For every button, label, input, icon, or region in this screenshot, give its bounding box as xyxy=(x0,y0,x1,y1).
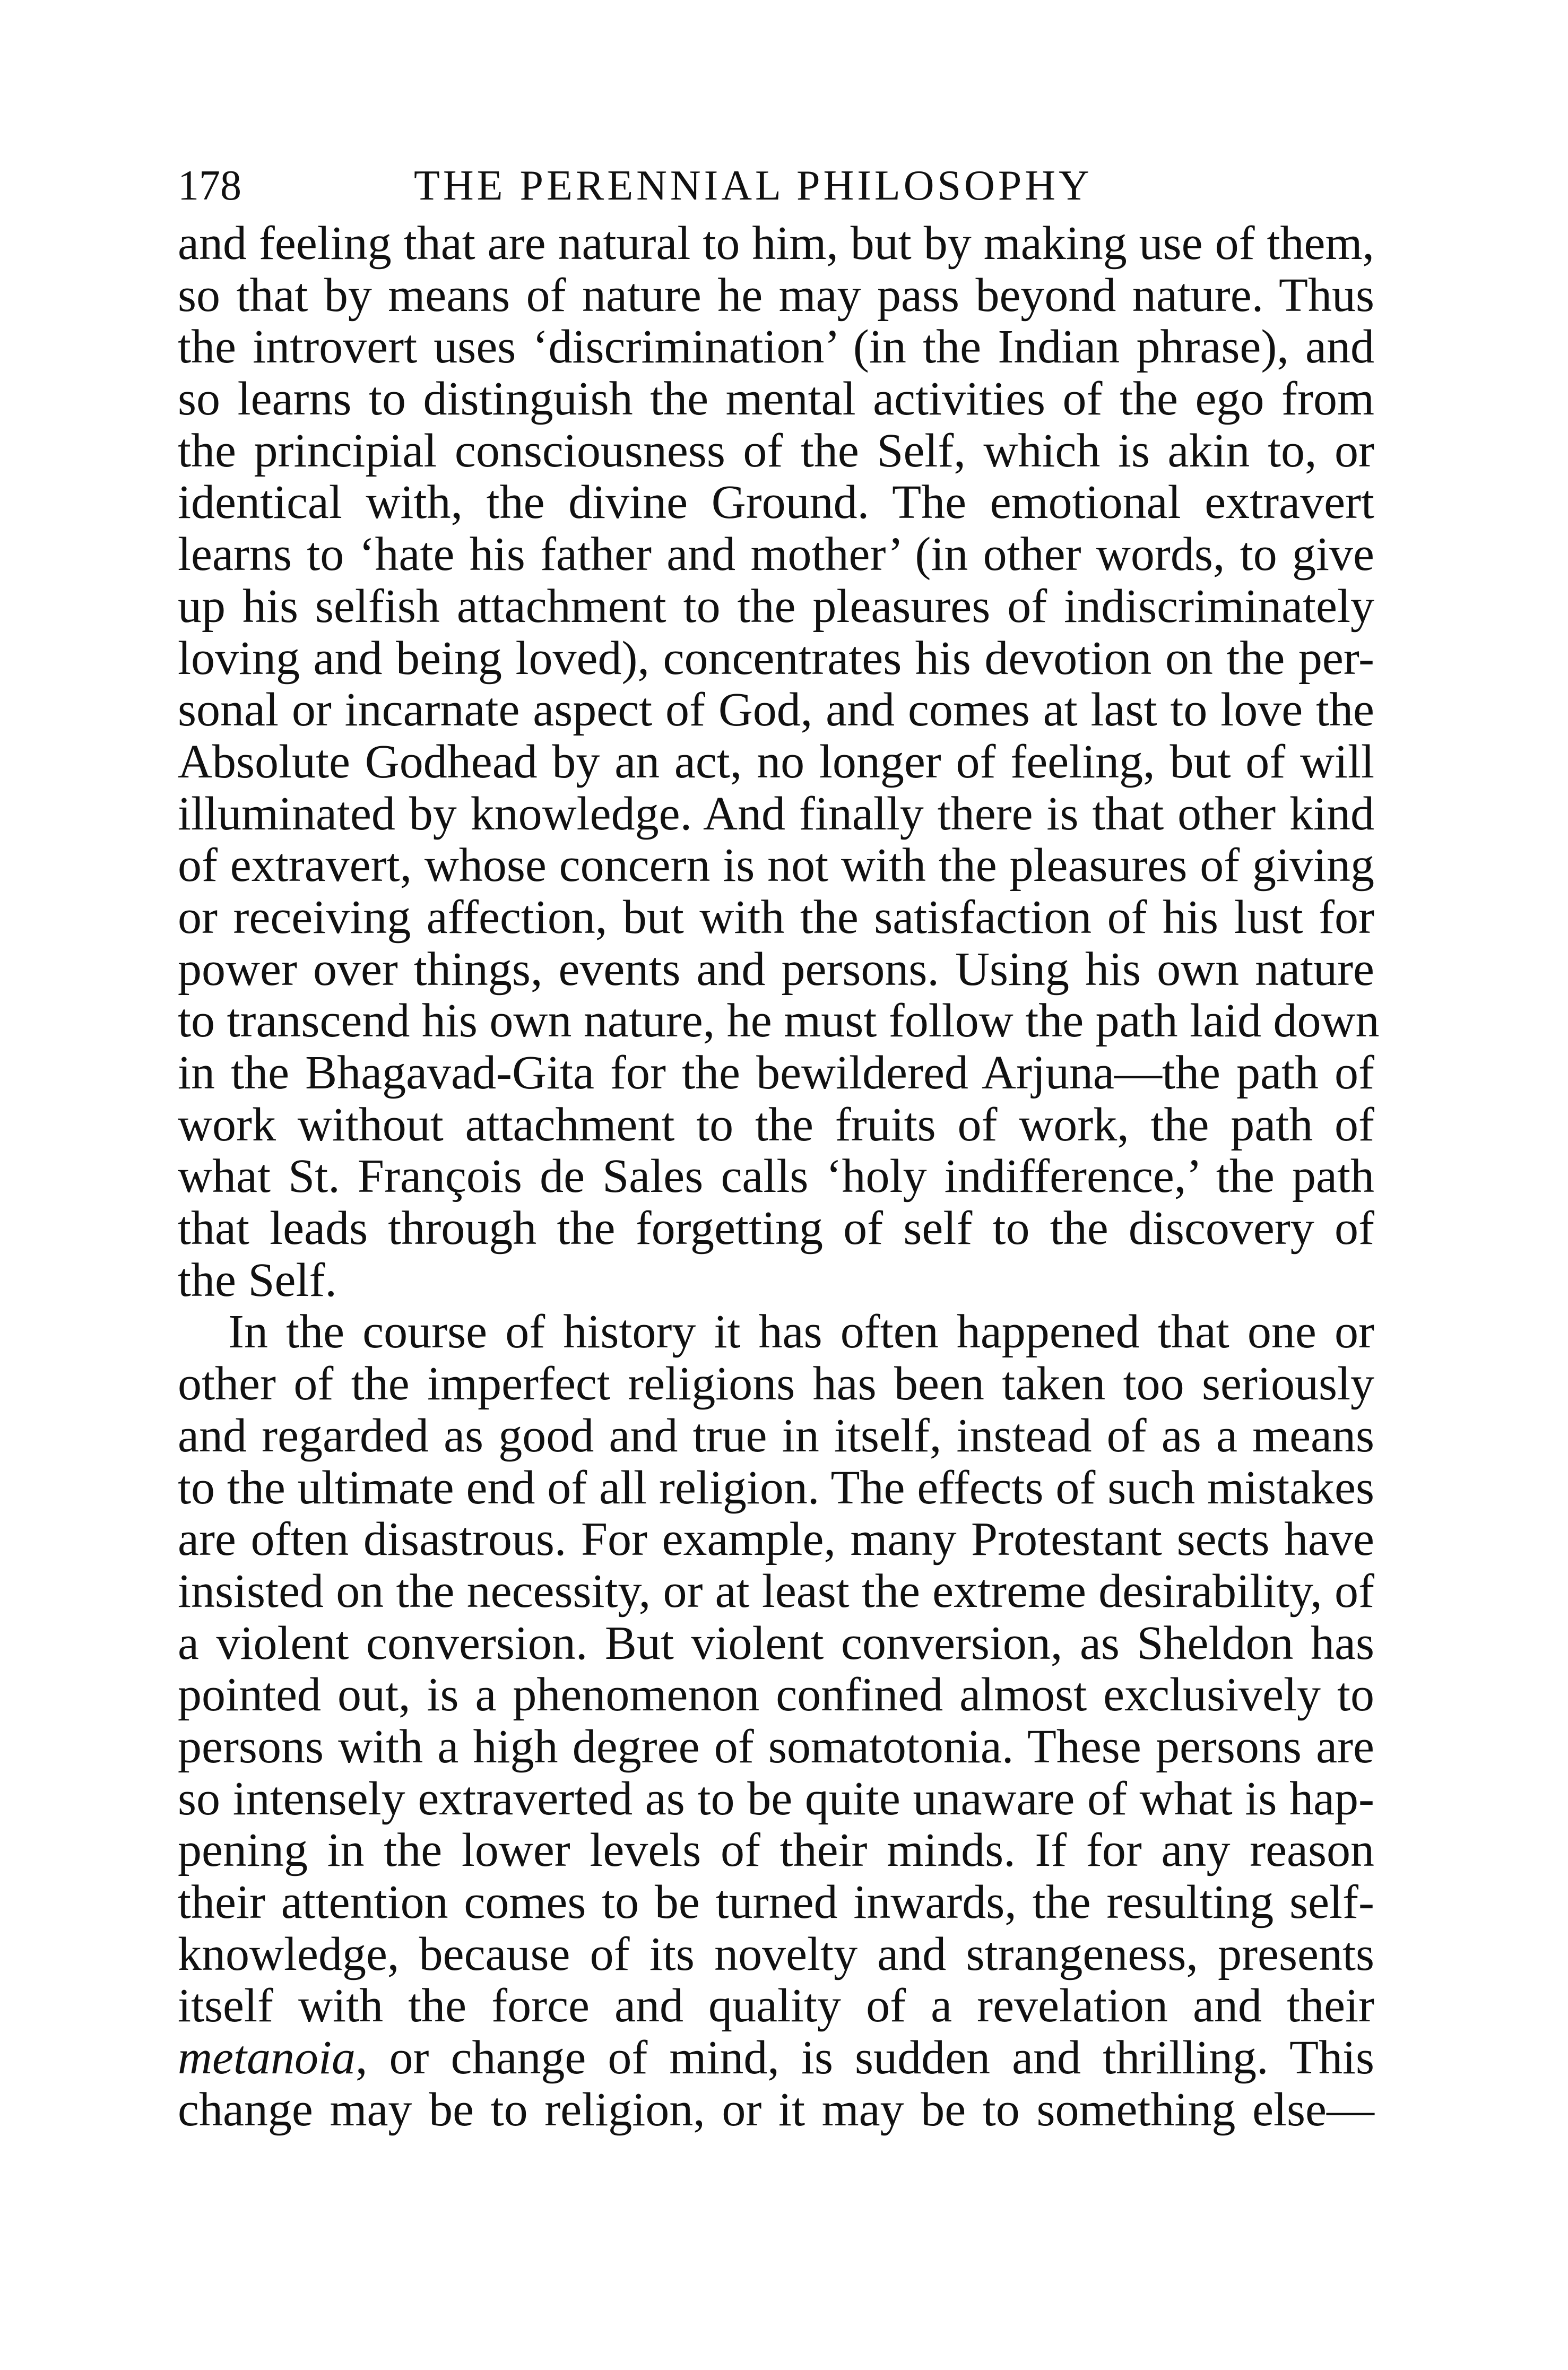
paragraph-start-line: In the course of history it has often happened that one or xyxy=(228,1305,1374,1359)
text-line: Absolute Godhead by an act, no longer of feeling, but of will xyxy=(178,735,1374,788)
text-line: loving and being loved), concentrates his devotion on the per- xyxy=(178,632,1374,685)
text-line: in the Bhagavad-Gita for the bewildered Arjuna—the path of xyxy=(178,1046,1374,1099)
text-line: to the ultimate end of all religion. The effects of such mistakes xyxy=(178,1461,1374,1514)
book-page xyxy=(178,154,1380,2136)
text-line-with-italic xyxy=(178,2032,1374,2084)
text-line: up his selfish attachment to the pleasures of indiscriminately xyxy=(178,579,1374,633)
text-line: pening in the lower levels of their minds. If for any reason xyxy=(178,1824,1374,1877)
text-line: change may be to religion, or it may be to something else— xyxy=(178,2083,1374,2136)
text-line: their attention comes to be turned inwards, the resulting self- xyxy=(178,1876,1374,1928)
text-line: other of the imperfect religions has been taken too seriously xyxy=(178,1357,1374,1411)
text-line: a violent conversion. But violent conversion, as Sheldon has xyxy=(178,1616,1374,1670)
text-line: pointed out, is a phenomenon confined almost exclusively to xyxy=(178,1668,1374,1722)
text-line: so intensely extraverted as to be quite unaware of what is hap- xyxy=(178,1772,1374,1825)
running-head: THE PERENNIAL PHILOSOPHY xyxy=(414,162,1093,209)
page-number: 178 xyxy=(178,162,241,209)
text-line: and feeling that are natural to him, but by making use of them, xyxy=(178,217,1374,270)
text-line: sonal or incarnate aspect of God, and comes at last to love the xyxy=(178,684,1374,737)
text-line: power over things, events and persons. Using his own nature xyxy=(178,942,1374,996)
text-line: persons with a high degree of somatotonia. These persons are xyxy=(178,1720,1374,1773)
paragraph-end-line: the Self. xyxy=(178,1253,337,1307)
text-line: work without attachment to the fruits of work, the path of xyxy=(178,1098,1374,1151)
text-line: so learns to distinguish the mental activities of the ego from xyxy=(178,373,1374,426)
text-line: learns to ‘hate his father and mother’ (in other words, to give xyxy=(178,528,1374,581)
text-line: illuminated by knowledge. And finally there is that other kind xyxy=(178,787,1374,840)
text-line: so that by means of nature he may pass beyond nature. Thus xyxy=(178,269,1374,322)
body-text xyxy=(178,217,1380,2136)
text-line: identical with, the divine Ground. The emotional extravert xyxy=(178,476,1374,529)
text-line: insisted on the necessity, or at least the extreme desirability, of xyxy=(178,1564,1374,1618)
text-line: are often disastrous. For example, many Protestant sects have xyxy=(178,1513,1374,1566)
page-header xyxy=(178,154,1374,218)
text-line: of extravert, whose concern is not with the pleasures of giving xyxy=(178,839,1374,892)
text-line: knowledge, because of its novelty and strangeness, presents xyxy=(178,1927,1374,1980)
text-fragment: , or change of mind, is sudden and thrilling. This xyxy=(355,2031,1374,2084)
text-line: what St. François de Sales calls ‘holy indifference,’ the path xyxy=(178,1150,1374,1203)
text-line: to transcend his own nature, he must follow the path laid down xyxy=(178,994,1380,1048)
text-line: that leads through the forgetting of self to the discovery of xyxy=(178,1202,1374,1255)
text-line: or receiving affection, but with the satisfaction of his lust for xyxy=(178,890,1374,944)
text-line: the principial consciousness of the Self, which is akin to, or xyxy=(178,424,1374,477)
text-line: and regarded as good and true in itself, instead of as a means xyxy=(178,1409,1374,1462)
italic-term: metanoia xyxy=(178,2031,356,2084)
text-line: the introvert uses ‘discrimination’ (in the Indian phrase), and xyxy=(178,321,1374,374)
text-line: itself with the force and quality of a revelation and their xyxy=(178,1979,1374,2032)
